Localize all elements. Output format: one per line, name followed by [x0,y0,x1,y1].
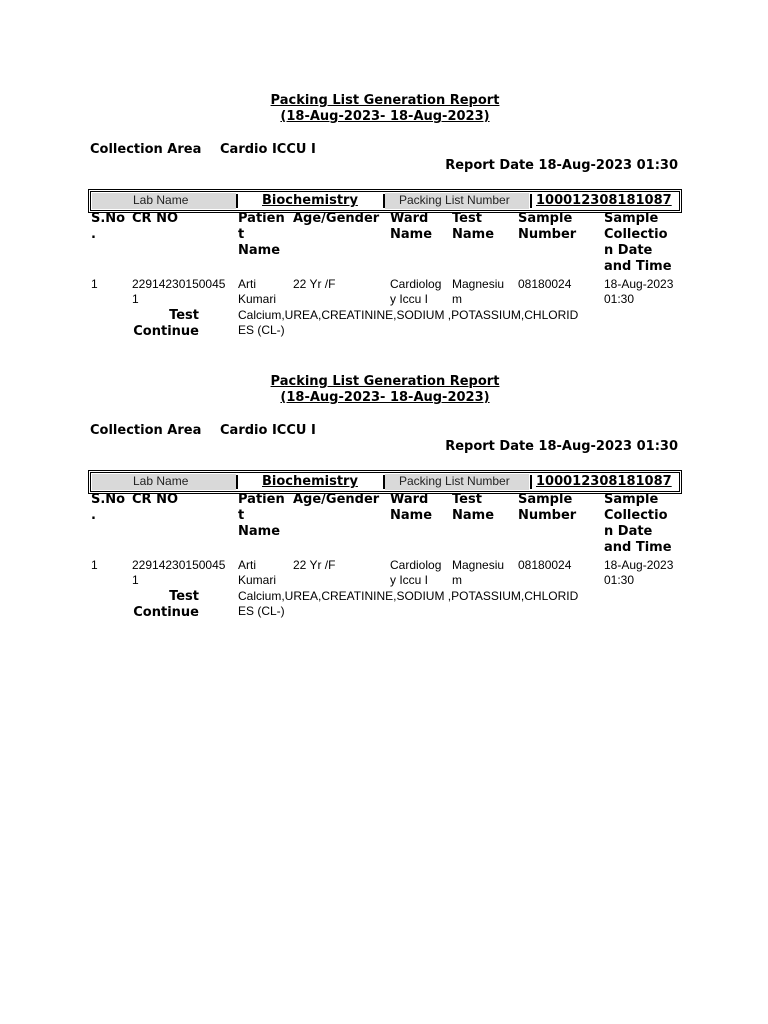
collection-area-value: Cardio ICCU I [220,423,316,438]
col-header-collection-date: Sample Collectio n Date and Time [604,492,672,555]
report-title: Packing List Generation Report [270,93,500,108]
lab-header-bar [90,472,680,492]
cell-ward-name: Cardiolog y Iccu I [390,558,442,587]
test-continue-label: Test Continue [133,589,199,620]
col-header-sno: S.No . [91,492,126,523]
packing-list-label: Packing List Number [399,474,510,488]
cell-patient-name: Arti Kumari [238,558,277,587]
cell-sample-number: 08180024 [518,277,572,291]
cell-sno: 1 [91,558,98,572]
col-header-ward-name: Ward Name [390,492,433,523]
cell-sno: 1 [91,277,98,291]
col-header-test-name: Test Name [452,492,495,523]
lab-name-label: Lab Name [133,193,189,207]
col-header-cr-no: CR NO [132,211,179,226]
lab-name-value: Biochemistry [262,193,358,208]
col-header-test-name: Test Name [452,211,495,242]
lab-name-value: Biochemistry [262,474,358,489]
cell-ward-name: Cardiolog y Iccu I [390,277,442,306]
report-date-value: 18-Aug-2023 01:30 [538,158,678,173]
col-header-collection-date: Sample Collectio n Date and Time [604,211,672,274]
col-header-sno: S.No . [91,211,126,242]
lab-header-frame [90,472,680,492]
col-header-patient-name: Patien t Name [238,492,285,539]
cell-cr-no: 22914230150045 1 [132,277,226,306]
col-header-patient-name: Patien t Name [238,211,285,258]
report-date-label: Report Date [445,439,534,454]
collection-area-label: Collection Area [90,423,202,438]
lab-header-bar [90,191,680,211]
col-header-cr-no: CR NO [132,492,179,507]
test-continue-value: Calcium,UREA,CREATININE,SODIUM ,POTASSIUM,CHLORID ES (CL-) [238,308,579,337]
test-continue-value: Calcium,UREA,CREATININE,SODIUM ,POTASSIUM,CHLORID ES (CL-) [238,589,579,618]
packing-list-number: 100012308181087 [536,474,672,489]
report-date-range: (18-Aug-2023- 18-Aug-2023) [280,390,490,405]
col-header-age-gender: Age/Gender [293,211,380,226]
packing-list-report-2 [90,373,680,633]
packing-list-number: 100012308181087 [536,193,672,208]
col-header-sample-number: Sample Number [518,211,577,242]
col-header-sample-number: Sample Number [518,492,577,523]
cell-sample-number: 08180024 [518,558,572,572]
test-continue-label: Test Continue [133,308,199,339]
report-date-label: Report Date [445,158,534,173]
cell-age-gender: 22 Yr /F [293,558,336,572]
report-date-value: 18-Aug-2023 01:30 [538,439,678,454]
report-title: Packing List Generation Report [270,374,500,389]
packing-list-label: Packing List Number [399,193,510,207]
cell-test-name: Magnesiu m [452,277,505,306]
packing-list-report-1 [90,92,680,352]
cell-age-gender: 22 Yr /F [293,277,336,291]
collection-area-label: Collection Area [90,142,202,157]
lab-name-label: Lab Name [133,474,189,488]
report-date-range: (18-Aug-2023- 18-Aug-2023) [280,109,490,124]
cell-collection-date: 18-Aug-2023 01:30 [604,277,674,306]
lab-header-frame [90,191,680,211]
cell-cr-no: 22914230150045 1 [132,558,226,587]
col-header-age-gender: Age/Gender [293,492,380,507]
cell-test-name: Magnesiu m [452,558,505,587]
cell-patient-name: Arti Kumari [238,277,277,306]
cell-collection-date: 18-Aug-2023 01:30 [604,558,674,587]
col-header-ward-name: Ward Name [390,211,433,242]
collection-area-value: Cardio ICCU I [220,142,316,157]
